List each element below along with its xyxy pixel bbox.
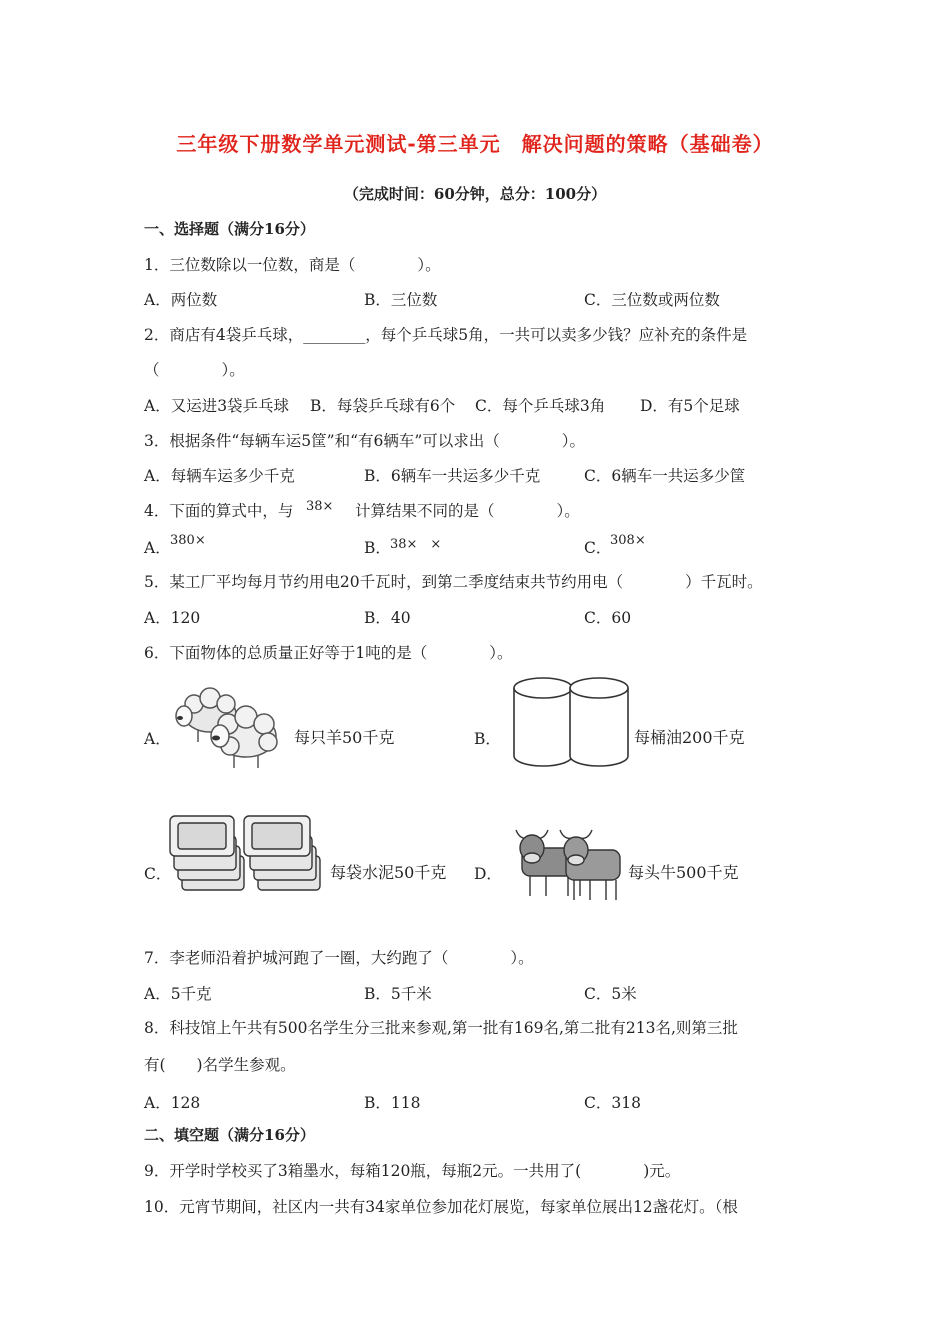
option-2b: B．每袋乒乓球有6个	[310, 397, 456, 415]
option-5c: C．60	[584, 609, 632, 627]
page-subtitle: （完成时间：60分钟，总分：100分）	[343, 185, 607, 203]
option-6d-label: D．	[474, 865, 502, 883]
option-6d-text: 每头牛500千克	[628, 863, 739, 882]
option-4c-label: C．	[584, 539, 612, 557]
question-8-line2: 有( )名学生参观。	[144, 1056, 296, 1074]
option-2d: D．有5个足球	[640, 397, 740, 415]
question-1: 1．三位数除以一位数，商是（ ）。	[144, 256, 441, 274]
oil-drum-image	[510, 674, 632, 770]
option-1b: B．三位数	[364, 291, 438, 309]
cement-bag-image	[168, 812, 328, 898]
option-6c-label: C．	[144, 865, 172, 883]
question-8-line1: 8．科技馆上午共有500名学生分三批来参观,第一批有169名,第二批有213名,则第三批	[144, 1019, 738, 1037]
option-4a-label: A．	[144, 539, 171, 557]
question-3: 3．根据条件“每辆车运5筐”和“有6辆车”可以求出（ ）。	[144, 432, 586, 450]
option-6c-text: 每袋水泥50千克	[330, 863, 447, 882]
option-6a-label: A．	[144, 730, 171, 748]
option-1a: A．两位数	[144, 291, 218, 309]
option-2a: A．又运进3袋乒乓球	[144, 397, 290, 415]
option-8a: A．128	[144, 1094, 201, 1112]
question-5: 5．某工厂平均每月节约用电20千瓦时，到第二季度结束共节约用电（ ）千瓦时。	[144, 573, 763, 591]
option-6a-text: 每只羊50千克	[294, 728, 395, 747]
question-7: 7．李老师沿着护城河跑了一圈，大约跑了（ ）。	[144, 949, 534, 967]
option-8b: B．118	[364, 1094, 421, 1112]
question-2-line1: 2．商店有4袋乒乓球，________，每个乒乓球5角，一共可以卖多少钱？应补充的条件是	[144, 326, 748, 344]
option-4b-label: B．	[364, 539, 391, 557]
option-4a-expression: 380×	[170, 533, 206, 548]
question-4-expression: 38×	[306, 499, 334, 514]
option-7b: B．5千米	[364, 985, 432, 1003]
option-6b-label: B．	[474, 730, 501, 748]
option-7c: C．5米	[584, 985, 637, 1003]
option-1c: C．三位数或两位数	[584, 291, 720, 309]
option-4c-expression: 308×	[610, 533, 646, 548]
page-title: 三年级下册数学单元测试-第三单元 解决问题的策略（基础卷）	[176, 132, 774, 156]
option-3a: A．每辆车运多少千克	[144, 467, 295, 485]
question-4-text-a: 4．下面的算式中，与	[144, 502, 294, 520]
option-2c: C．每个乒乓球3角	[475, 397, 606, 415]
option-6b-text: 每桶油200千克	[634, 728, 745, 747]
sheep-image	[168, 684, 286, 772]
option-3b: B．6辆车一共运多少千克	[364, 467, 541, 485]
question-10: 10．元宵节期间，社区内一共有34家单位参加花灯展览，每家单位展出12盏花灯。（根	[144, 1198, 738, 1216]
section-heading-choice: 一、选择题（满分16分）	[144, 220, 315, 238]
option-5b: B．40	[364, 609, 411, 627]
question-4-text-b: 计算结果不同的是（ ）。	[355, 502, 580, 520]
question-2-line2: （ ）。	[144, 361, 245, 379]
question-6: 6．下面物体的总质量正好等于1吨的是（ ）。	[144, 644, 513, 662]
cow-image	[510, 824, 624, 904]
option-8c: C．318	[584, 1094, 641, 1112]
option-3c: C．6辆车一共运多少筐	[584, 467, 746, 485]
option-4b-expression: 38× ×	[390, 537, 442, 552]
section-heading-fill: 二、填空题（满分16分）	[144, 1126, 315, 1144]
question-9: 9．开学时学校买了3箱墨水，每箱120瓶，每瓶2元。一共用了( )元。	[144, 1162, 681, 1180]
option-5a: A．120	[144, 609, 201, 627]
option-7a: A．5千克	[144, 985, 212, 1003]
